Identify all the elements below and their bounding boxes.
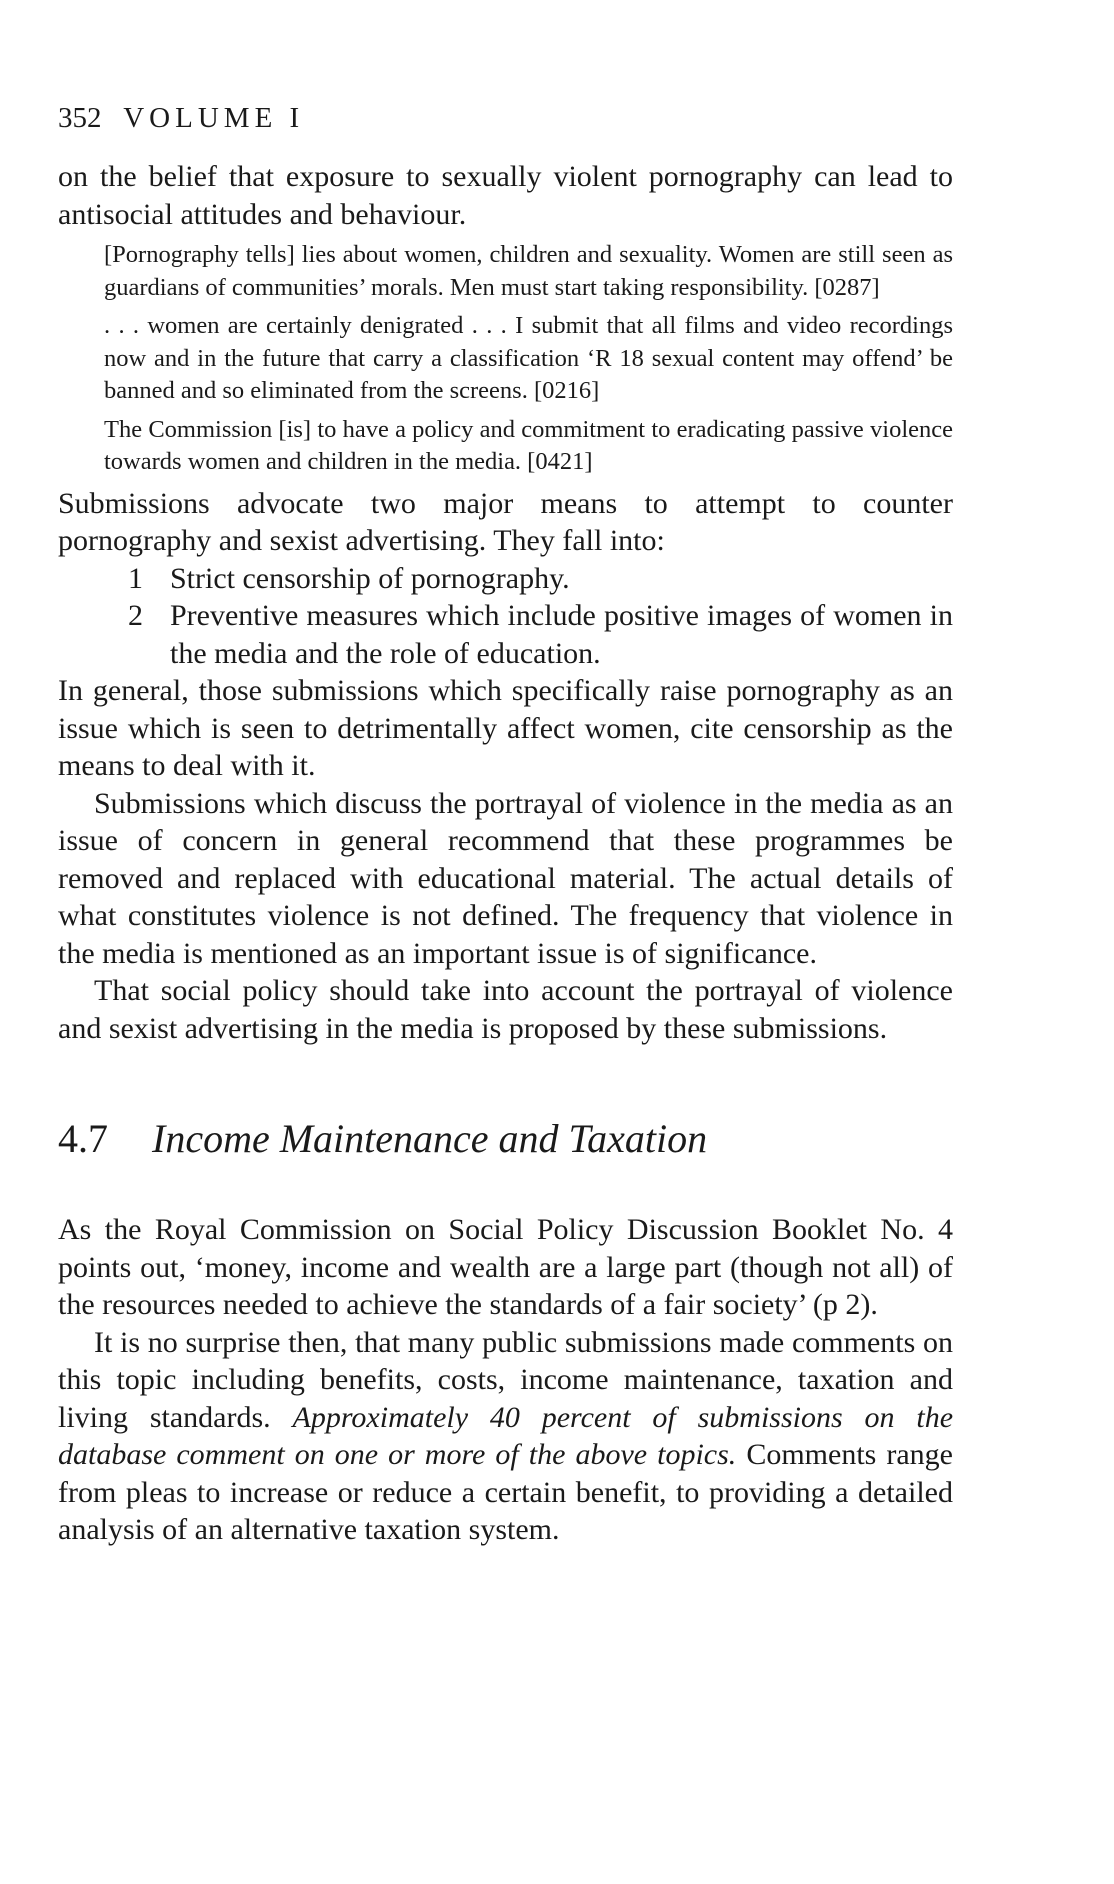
list-item — [58, 560, 953, 598]
paragraph: Submissions which discuss the portrayal of violence in the media as an issue of concern in general recommend that these programmes be removed and replaced with educational material. The actual details of what constitutes violence is not defined. The frequency that violence in the media is mentioned as an important issue is of significance. — [58, 786, 953, 970]
document-page — [58, 100, 953, 1549]
paragraph: Submissions advocate two major means to attempt to counter pornography and sexist advertising. They fall into: — [58, 486, 953, 557]
volume-label: VOLUME I — [123, 102, 305, 134]
paragraph: In general, those submissions which specifically raise pornography as an issue which is seen to detrimentally affect women, cite censorship as the means to deal with it. — [58, 674, 953, 782]
block-quote: The Commission [is] to have a policy and commitment to eradicating passive violence towards women and children in the media. [0421] — [104, 415, 953, 475]
list-item-text: Strict censorship of pornography. — [170, 561, 570, 595]
section-number: 4.7 — [58, 1116, 108, 1161]
list-item-text: Preventive measures which include positive images of women in the media and the role of education. — [170, 599, 953, 670]
paragraph — [58, 1324, 953, 1549]
paragraph: That social policy should take into account the portrayal of violence and sexist advertising in the media is proposed by these submissions. — [58, 974, 953, 1045]
paragraph-text: It is no surprise then, that many public submissions made comments on this topic including benefits, costs, income maintenance, taxation and living standards. — [58, 1325, 953, 1434]
list-item-number: 2 — [128, 599, 143, 632]
section-heading — [58, 1115, 953, 1163]
list-item — [58, 597, 953, 672]
emphasis-text: Approximately 40 percent of submissions on the database comment on one or more of the above topics. — [58, 1400, 954, 1471]
running-head — [58, 100, 953, 136]
block-quote: . . . women are certainly denigrated . . . I submit that all films and video recordings now and in the future that carry a classification ‘R 18 sexual content may offend’ be banned and so eliminated from the screens. [0216] — [104, 312, 953, 404]
paragraph: As the Royal Commission on Social Policy Discussion Booklet No. 4 points out, ‘money, income and wealth are a large part (though not all) of the resources needed to achieve the standards of a fair society’ (p 2). — [58, 1213, 953, 1321]
paragraph-text: Comments range from pleas to increase or reduce a certain benefit, to providing a detailed analysis of an alternative taxation system. — [58, 1438, 953, 1546]
numbered-list — [58, 560, 953, 673]
list-item-number: 1 — [128, 561, 143, 595]
block-quote: [Pornography tells] lies about women, children and sexuality. Women are still seen as guardians of communities’ morals. Men must start taking responsibility. [0287] — [104, 241, 953, 301]
paragraph: on the belief that exposure to sexually violent pornography can lead to antisocial attitudes and behaviour. — [58, 160, 953, 231]
section-title: Income Maintenance and Taxation — [152, 1116, 708, 1161]
page-number: 352 — [58, 102, 102, 134]
